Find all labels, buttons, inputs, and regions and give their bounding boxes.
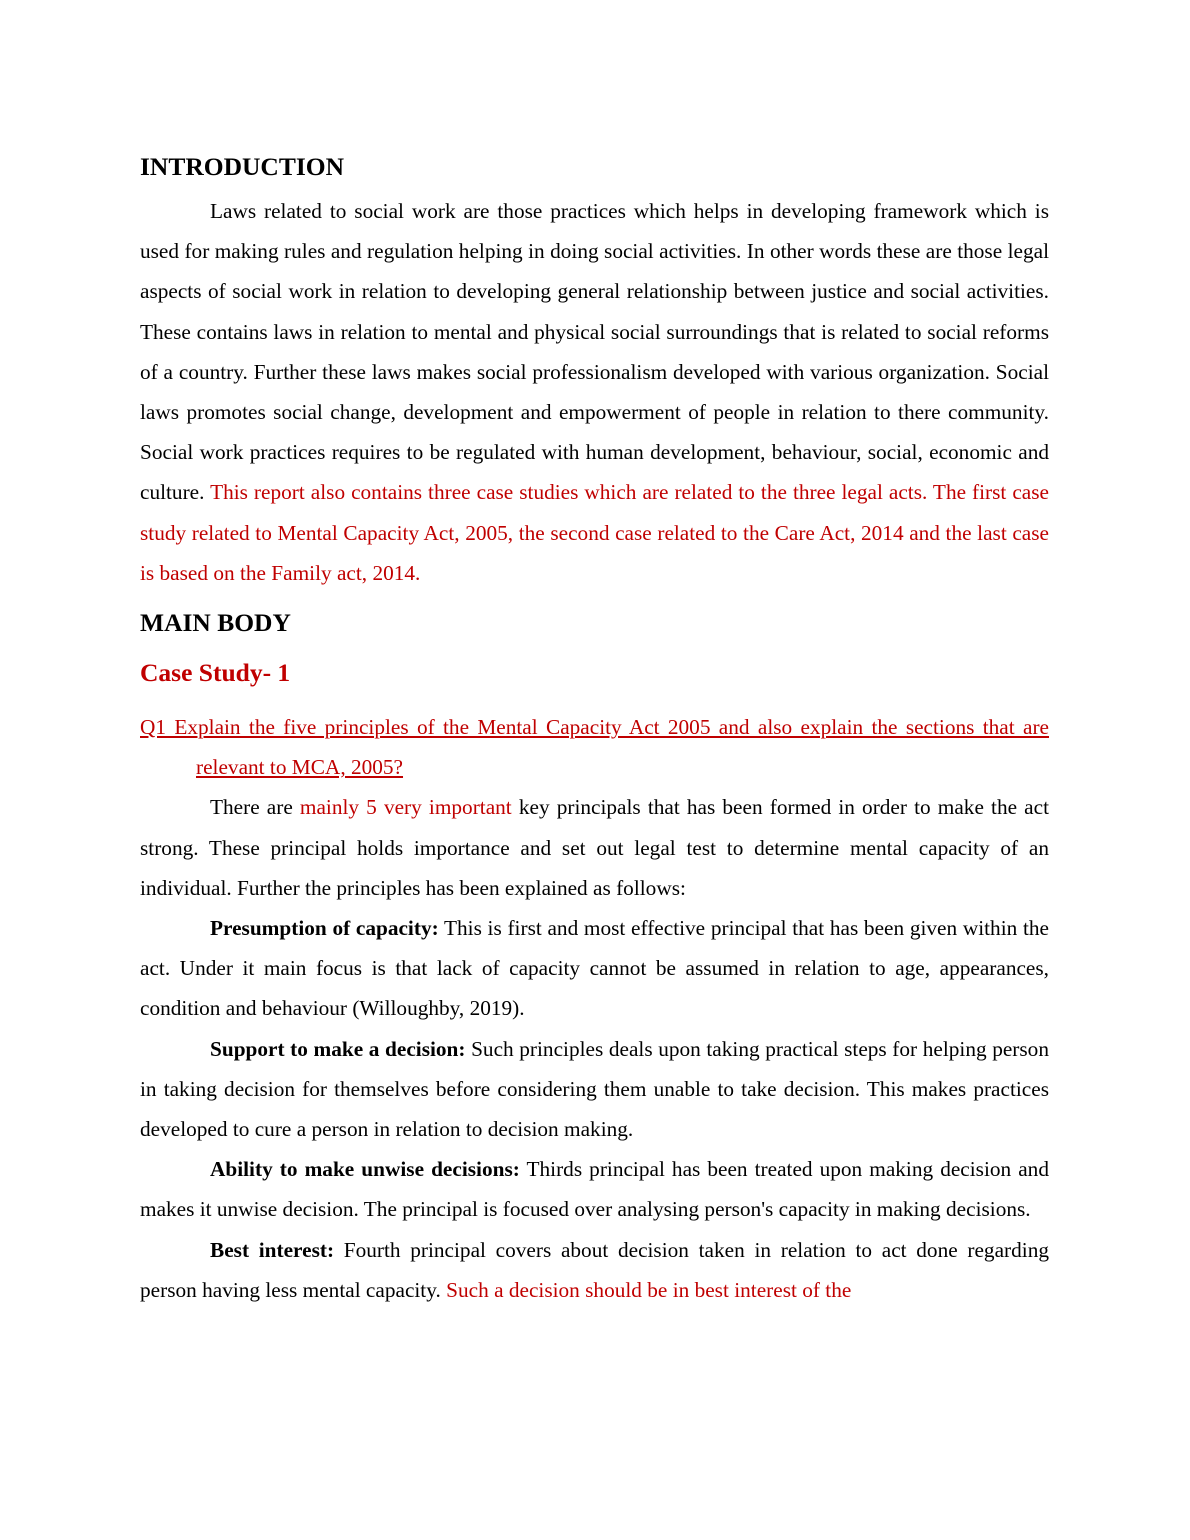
principle-best-interest (140, 1230, 1049, 1310)
principle-presumption (140, 908, 1049, 1029)
principle-title: Ability to make unwise decisions: (210, 1157, 520, 1182)
principles-intro-text: There are (210, 795, 300, 820)
introduction-highlight-text: This report also contains three case studies which are related to the three legal acts. The first case study related to Mental Capacity Act, 2005, the second case related to the Care Act, 2014 and the last case is based on the Family act, 2014. (140, 480, 1049, 585)
introduction-paragraph (140, 191, 1049, 593)
principles-intro-paragraph (140, 787, 1049, 908)
document-page (140, 147, 1049, 1310)
principles-intro-highlight: mainly 5 very important (299, 795, 512, 820)
principle-highlight-text: Such a decision should be in best interest of the (446, 1277, 852, 1302)
principle-text: Fourth principal covers about decision taken in relation to act done regarding person having less mental capacity. (140, 1237, 1049, 1302)
case-study-title: Case Study- 1 (140, 658, 291, 688)
introduction-heading: INTRODUCTION (140, 152, 345, 181)
question-1: Q1 Explain the five principles of the Mental Capacity Act 2005 and also explain the sections that are relevant to MCA, 2005? (140, 715, 1049, 780)
principle-unwise-decisions (140, 1149, 1049, 1229)
principle-text: This is first and most effective principal that has been given within the act. Under it main focus is that lack of capacity cannot be assumed in relation to age, appearances, condition and behaviour (Willoughby, 2019). (140, 916, 1049, 1021)
principle-title: Best interest: (210, 1237, 335, 1262)
introduction-text: Laws related to social work are those practices which helps in developing framework which is used for making rules and regulation helping in doing social activities. In other words these are those legal aspects of social work in relation to developing general relationship between justice and social activities. These contains laws in relation to mental and physical social surroundings that is related to social reforms of a country. Further these laws makes social professionalism developed with various organization. Social laws promotes social change, development and empowerment of people in relation to there community. Social work practices requires to be regulated with human development, behaviour, social, economic and culture. (140, 199, 1049, 505)
main-body-heading: MAIN BODY (140, 608, 291, 638)
principles-intro-text-cont: key principals that has been formed in order to make the act strong. These principal holds importance and set out legal test to determine mental capacity of an individual. Further the principles has been explained as follows: (140, 795, 1049, 900)
principle-text: Such principles deals upon taking practical steps for helping person in taking decision for themselves before considering them unable to take decision. This makes practices developed to cure a person in relation to decision making. (140, 1036, 1049, 1142)
principle-title: Presumption of capacity: (210, 916, 439, 941)
principle-text: Thirds principal has been treated upon making decision and makes it unwise decision. The principal is focused over analysing person's capacity in making decisions. (140, 1157, 1049, 1222)
principle-title: Support to make a decision: (210, 1036, 466, 1061)
principle-support (140, 1029, 1049, 1150)
